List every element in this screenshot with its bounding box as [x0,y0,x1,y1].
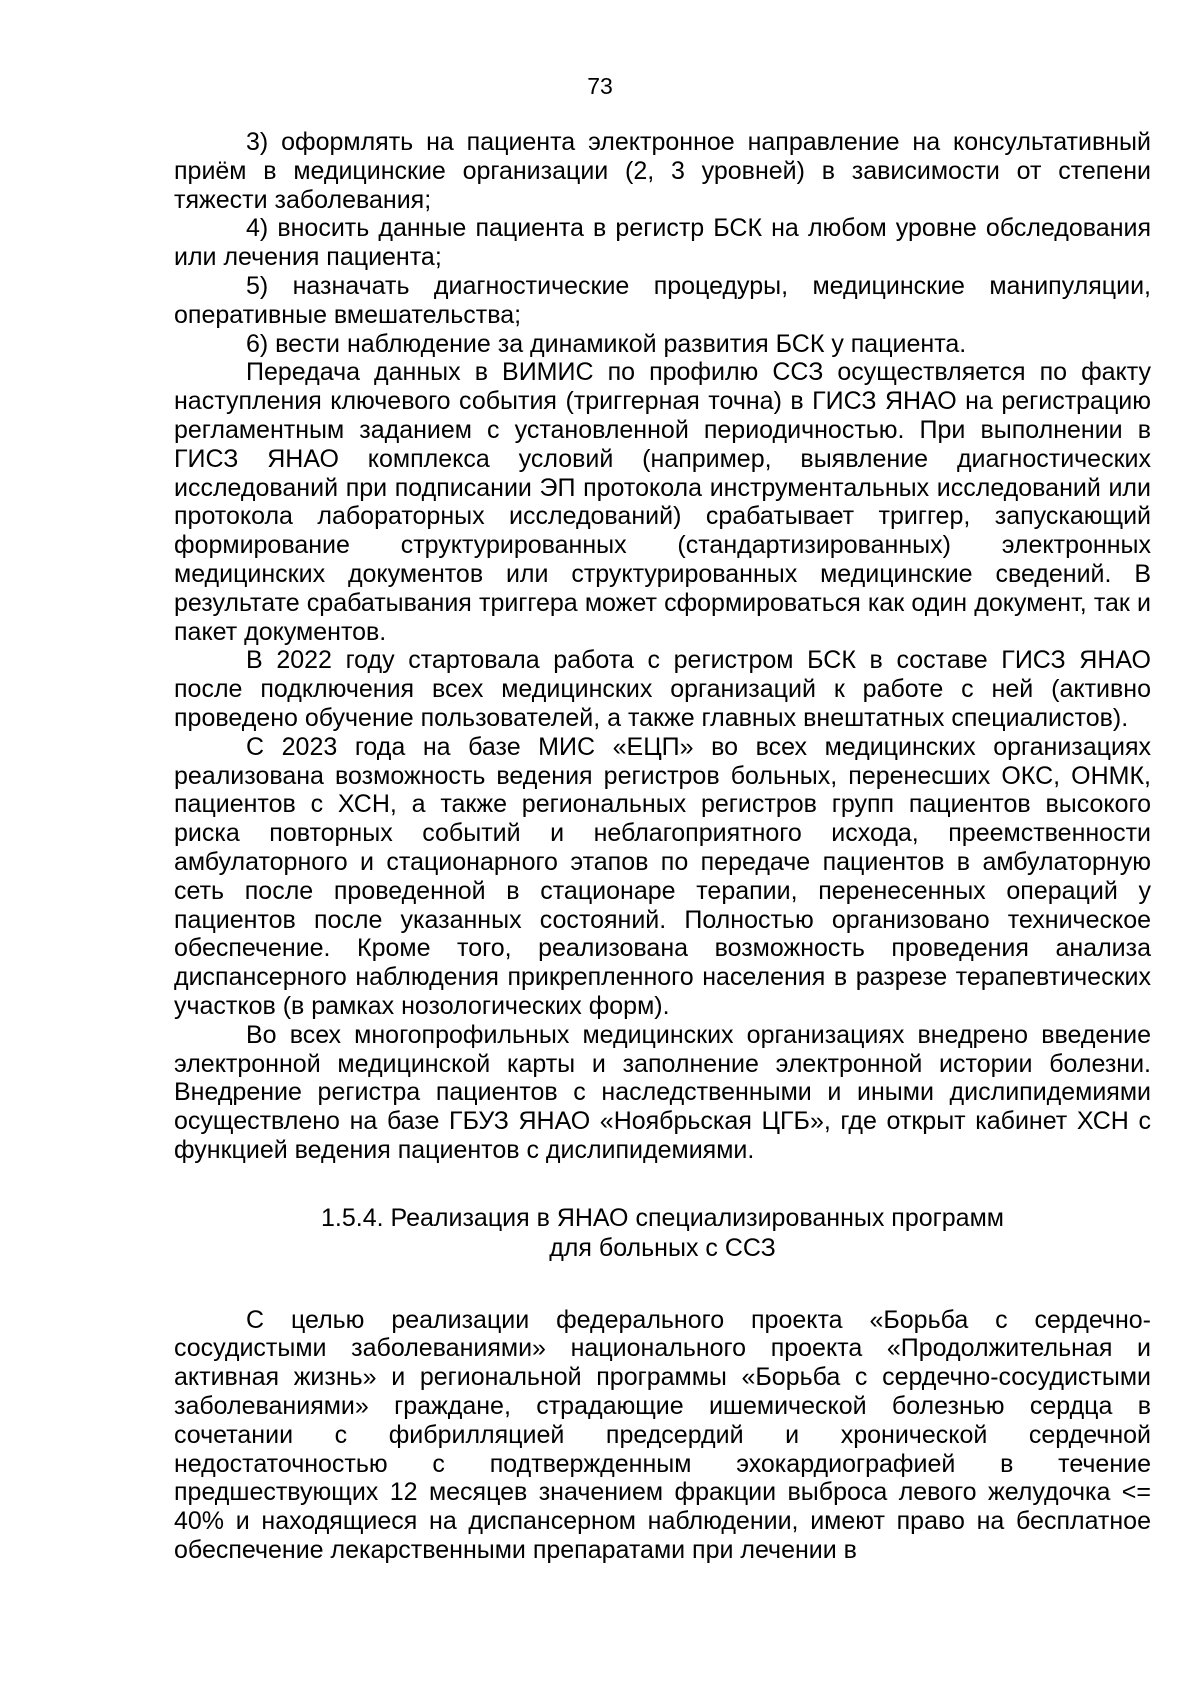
section-heading-line-2: для больных с ССЗ [549,1233,776,1262]
section-heading [174,1203,1151,1263]
paragraph-list-item-6: 6) вести наблюдение за динамикой развития БСК у пациента. [246,329,967,358]
section-heading-line-1: 1.5.4. Реализация в ЯНАО специализированных программ [321,1203,1004,1232]
page-number: 73 [587,73,613,99]
paragraph-electronic-records: Во всех многопрофильных медицинских организациях внедрено введение электронной медицинской карты и заполнение электронной истории болезни. Внедрение регистра пациентов с наследственными и иными дислипидемиями осуществлено на базе ГБУЗ ЯНАО «Ноябрьская ЦГБ», где открыт кабинет ХСН с функцией ведения пациентов с дислипидемиями. [174,1020,1151,1164]
paragraph-list-item-5: 5) назначать диагностические процедуры, медицинские манипуляции, оперативные вмешательства; [174,271,1151,329]
paragraph-list-item-3: 3) оформлять на пациента электронное направление на консультативный приём в медицинские организации (2, 3 уровней) в зависимости от степени тяжести заболевания; [174,128,1151,214]
paragraph-registry-2022: В 2022 году стартовала работа с регистром БСК в составе ГИСЗ ЯНАО после подключения всех медицинских организаций к работе с ней (активно проведено обучение пользователей, а также главных внештатных специалистов). [174,646,1151,732]
paragraph-list-item-4: 4) вносить данные пациента в регистр БСК на любом уровне обследования или лечения пациента; [174,214,1151,272]
paragraph-mis-2023: С 2023 года на базе МИС «ЕЦП» во всех медицинских организациях реализована возможность ведения регистров больных, перенесших ОКС, ОНМК, пациентов с ХСН, а также региональных регистров групп пациентов высокого риска повторных событий и неблагоприятного исхода, преемственности амбулаторного и стационарного этапов по передаче пациентов в амбулаторную сеть после проведенной в стационаре терапии, перенесенных операций у пациентов после указанных состояний. Полностью организовано техническое обеспечение. Кроме того, реализована возможность проведения анализа диспансерного наблюдения прикрепленного населения в разрезе терапевтических участков (в рамках нозологических форм). [174,732,1151,1020]
paragraph-federal-project: С целью реализации федерального проекта «Борьба с сердечно-сосудистыми заболеваниями» национального проекта «Продолжительная и активная жизнь» и региональной программы «Борьба с сердечно-сосудистыми заболеваниями» граждане, страдающие ишемической болезнью сердца в сочетании с фибрилляцией предсердий и хронической сердечной недостаточностью с подтвержденным эхокардиографией в течение предшествующих 12 месяцев значением фракции выброса левого желудочка <= 40% и находящиеся на диспансерном наблюдении, имеют право на бесплатное обеспечение лекарственными препаратами при лечении в [174,1305,1151,1565]
paragraph-vimis-data-transfer: Передача данных в ВИМИС по профилю ССЗ осуществляется по факту наступления ключевого события (триггерная точна) в ГИСЗ ЯНАО на регистрацию регламентным заданием с установленной периодичностью. При выполнении в ГИСЗ ЯНАО комплекса условий (например, выявление диагностических исследований при подписании ЭП протокола инструментальных исследований или протокола лабораторных исследований) срабатывает триггер, запускающий формирование структурированных (стандартизированных) электронных медицинских документов или структурированных медицинские сведений. В результате срабатывания триггера может сформироваться как один документ, так и пакет документов. [174,358,1151,646]
document-body [174,128,1151,1565]
